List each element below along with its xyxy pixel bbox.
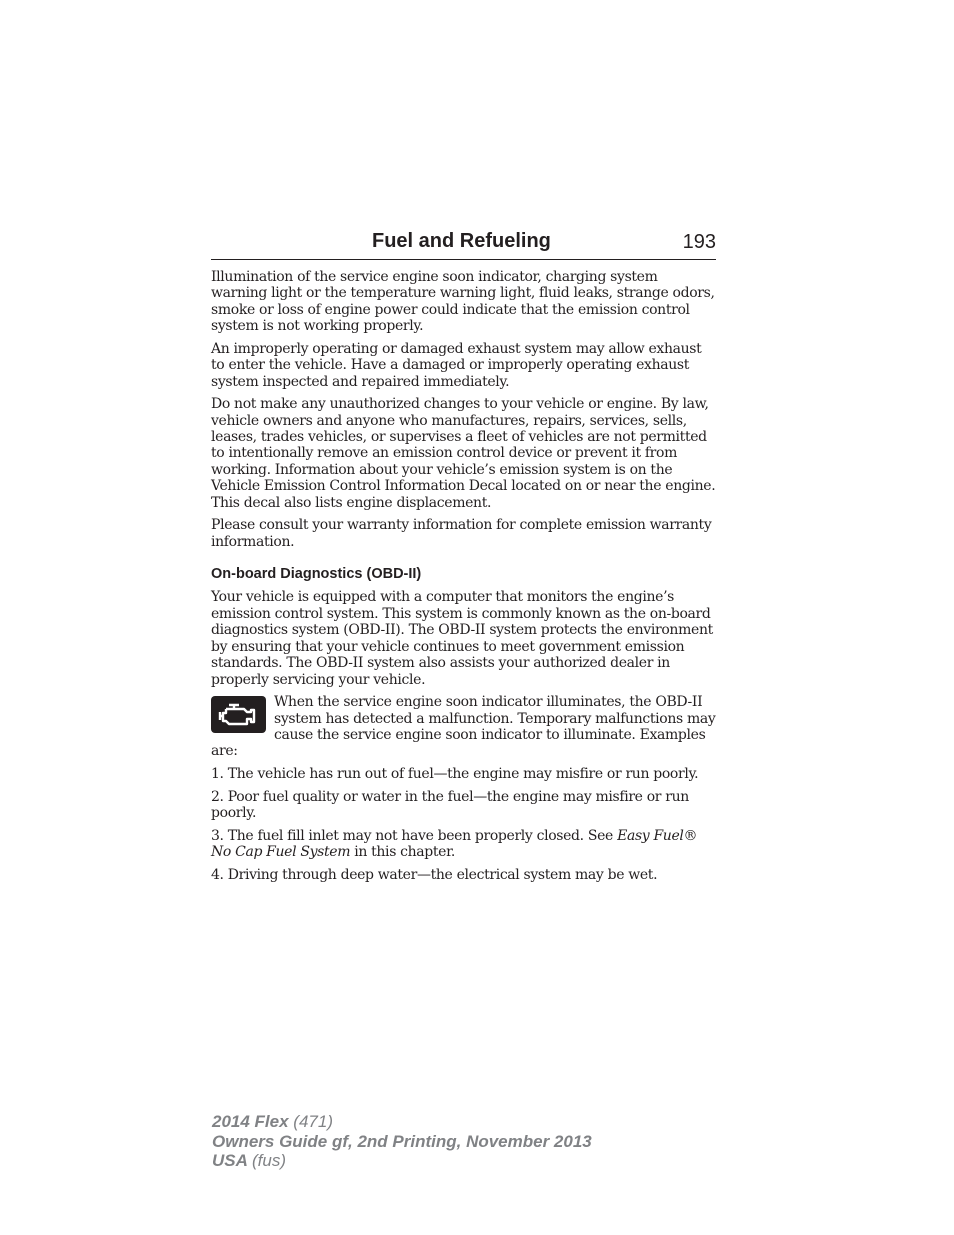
list-item-suffix: in this chapter. xyxy=(350,843,456,860)
body-text xyxy=(211,269,716,883)
section-title: Fuel and Refueling xyxy=(372,230,551,252)
footer-guide: Owners Guide gf, 2nd Printing, November 2013 xyxy=(212,1131,592,1151)
obd-intro: Your vehicle is equipped with a computer that monitors the engine’s emission control system. This system is commonly known as the on-board diagnostics system (OBD-II). The OBD-II system protects the environment by ensuring that your vehicle continues to meet government emission standards. The OBD-II system also assists your authorized dealer in properly servicing your vehicle. xyxy=(211,589,713,688)
page-footer xyxy=(212,1112,592,1171)
list-item-prefix: 3. The fuel fill inlet may not have been properly closed. See xyxy=(211,827,618,844)
engine-indicator-note xyxy=(211,694,716,766)
footer-region-code: (fus) xyxy=(252,1151,286,1170)
obd-heading: On-board Diagnostics (OBD-II) xyxy=(211,566,422,583)
page-header xyxy=(211,228,716,260)
cross-reference-link[interactable]: Easy Fuel® No Cap Fuel System xyxy=(211,827,698,860)
paragraph: Illumination of the service engine soon indicator, charging system warning light or the temperature warning light, fluid leaks, strange odors, smoke or loss of engine power could indicate that the emission control system is not working properly. xyxy=(211,269,715,335)
footer-model: 2014 Flex xyxy=(212,1112,289,1131)
list-item: 2. Poor fuel quality or water in the fuel—the engine may misfire or run poorly. xyxy=(211,788,689,821)
page xyxy=(211,228,716,889)
footer-model-code: (471) xyxy=(293,1112,333,1131)
engine-indicator-text: When the service engine soon indicator illuminates, the OBD-II system has detected a malfunction. Temporary malfunctions may cause the service engine soon indicator to illuminate. Examples are: xyxy=(211,694,716,760)
footer-region: USA xyxy=(212,1151,248,1170)
page-number: 193 xyxy=(682,231,716,253)
paragraph: An improperly operating or damaged exhaust system may allow exhaust to enter the vehicle. Have a damaged or improperly operating exhaust system inspected and repaired immediately. xyxy=(211,340,702,390)
list-item: 1. The vehicle has run out of fuel—the engine may misfire or run poorly. xyxy=(211,765,699,782)
footer-model-line xyxy=(212,1112,592,1132)
footer-region-line xyxy=(212,1151,592,1171)
engine-icon xyxy=(211,696,266,733)
list-item: 4. Driving through deep water—the electrical system may be wet. xyxy=(211,866,658,883)
paragraph: Please consult your warranty information for complete emission warranty information. xyxy=(211,517,712,550)
paragraph: Do not make any unauthorized changes to your vehicle or engine. By law, vehicle owners and anyone who manufactures, repairs, services, sells, leases, trades vehicles, or supervises a fleet of vehicles are not permitted to intentionally remove an emission control device or prevent it from working. Information about your vehicle’s emission system is on the Vehicle Emission Control Information Decal located on or near the engine. This decal also lists engine displacement. xyxy=(211,396,716,511)
list-item xyxy=(211,828,716,861)
